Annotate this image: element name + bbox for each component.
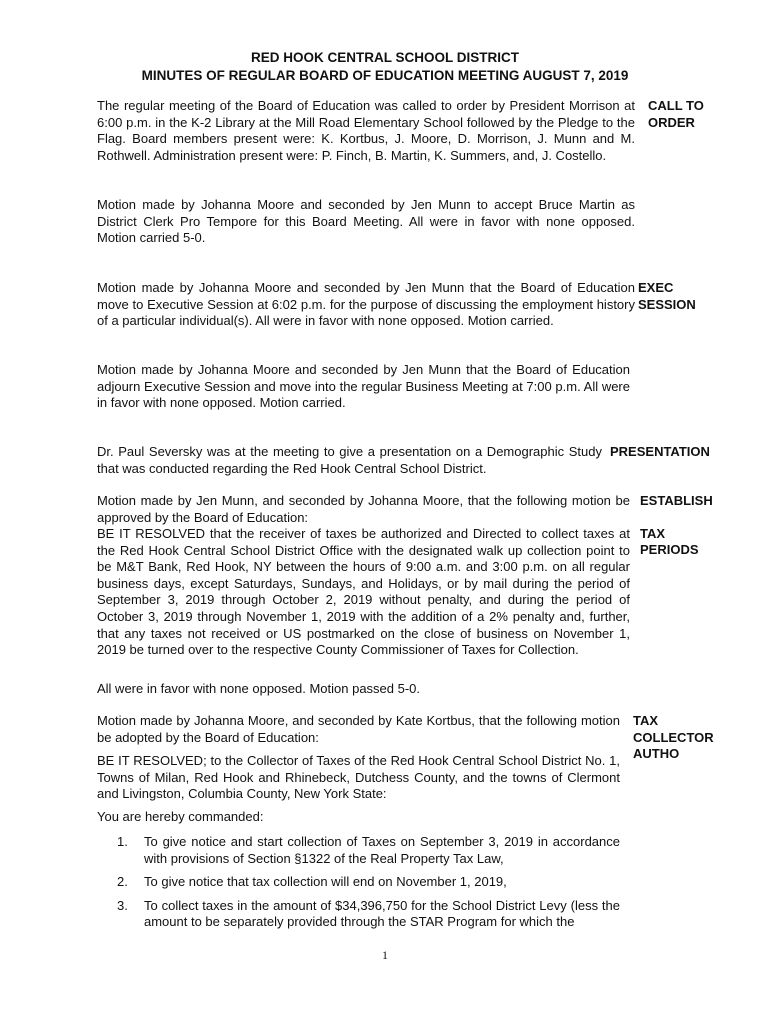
- label-line: ESTABLISH: [640, 493, 713, 508]
- list-text: To give notice and start collection of Taxes on September 3, 2019 in accordance with provisions of Section §1322 of the Real Property Tax Law,: [144, 834, 620, 866]
- call-to-order-paragraph: The regular meeting of the Board of Education was called to order by President Morrison at 6:00 p.m. in the K-2 Library at the Mill Road Elementary School followed by the Pledge to the Flag. Board members present were: K. Kortbus, J. Moore, D. Morrison, J. Munn and M. Rothwell. Administration present were: P. Finch, B. Martin, K. Summers, and, J. Costello.: [97, 98, 635, 163]
- label-line: TAX: [640, 525, 666, 541]
- label-line: CALL TO: [648, 98, 704, 113]
- clerk-motion-paragraph: Motion made by Johanna Moore and seconded by Jen Munn to accept Bruce Martin as District Clerk Pro Tempore for this Board Meeting. All were in favor with none opposed. Motion carried 5-0.: [97, 197, 635, 246]
- exec-session-label: [638, 280, 696, 313]
- label-line: ORDER: [648, 114, 695, 130]
- district-title: RED HOOK CENTRAL SCHOOL DISTRICT: [250, 50, 519, 65]
- collector-resolution-paragraph: BE IT RESOLVED; to the Collector of Taxes of the Red Hook Central School District No. 1, Towns of Milan, Red Hook and Rhinebeck, Dutchess County, and the towns of Clermont and Livingston, Columbia County, New York State:: [97, 753, 620, 802]
- list-number: 2.: [117, 874, 128, 890]
- tax-collector-autho-label: [633, 713, 714, 763]
- establish-tax-periods-label: [640, 493, 713, 559]
- adjourn-motion-paragraph: Motion made by Johanna Moore and seconded by Jen Munn that the Board of Education adjourn Executive Session and move into the regular Business Meeting at 7:00 p.m. All were in favor with none opposed. Motion carried.: [97, 362, 630, 411]
- commanded-paragraph: You are hereby commanded:: [97, 809, 264, 824]
- label-line: AUTHO: [633, 746, 680, 762]
- presentation-label: PRESENTATION: [610, 444, 710, 459]
- list-number: 3.: [117, 897, 128, 913]
- label-line: COLLECTOR: [633, 729, 714, 745]
- page-number: 1: [382, 948, 388, 962]
- label-line: SESSION: [638, 296, 696, 312]
- command-list: [117, 834, 620, 938]
- tax-periods-resolution-paragraph: BE IT RESOLVED that the receiver of taxes be authorized and Directed to collect taxes at the Red Hook Central School District Office with the designated walk up collection point to be M&T Bank, Red Hook, NY between the hours of 9:00 a.m. and 3:00 p.m. on all regular business days, except Saturdays, Sundays, and Holidays, or by mail during the period of September 3, 2019 through October 2, 2019 without penalty, and during the period of October 3, 2019 through November 1, 2019 with the addition of a 2% penalty and, further, that any taxes not received or US postmarked on the close of business on November 1, 2019 be turned over to the respective County Commissioner of Taxes for Collection.: [97, 526, 630, 658]
- collector-motion-paragraph: Motion made by Johanna Moore, and seconded by Kate Kortbus, that the following motion be adopted by the Board of Education:: [97, 713, 620, 745]
- list-item: [117, 898, 620, 931]
- label-line: EXEC: [638, 280, 674, 295]
- tax-periods-result-paragraph: All were in favor with none opposed. Motion passed 5-0.: [97, 681, 421, 696]
- list-item: [117, 874, 620, 891]
- tax-periods-motion-paragraph: Motion made by Jen Munn, and seconded by Johanna Moore, that the following motion be approved by the Board of Education:: [97, 493, 630, 525]
- label-line: TAX: [633, 713, 659, 728]
- list-number: 1.: [117, 834, 128, 849]
- list-text: To give notice that tax collection will end on November 1, 2019,: [144, 874, 507, 890]
- call-to-order-label: [648, 98, 704, 131]
- list-item: [117, 834, 620, 867]
- list-text: To collect taxes in the amount of $34,396,750 for the School District Levy (less the amount to be separately provided through the STAR Program for which the: [144, 897, 620, 930]
- minutes-title: MINUTES OF REGULAR BOARD OF EDUCATION MEETING AUGUST 7, 2019: [141, 68, 629, 83]
- exec-session-paragraph: Motion made by Johanna Moore and seconded by Jen Munn that the Board of Education move to Executive Session at 6:02 p.m. for the purpose of discussing the employment history of a particular individual(s). All were in favor with none opposed. Motion carried.: [97, 280, 635, 329]
- presentation-paragraph: Dr. Paul Seversky was at the meeting to give a presentation on a Demographic Study that was conducted regarding the Red Hook Central School District.: [97, 444, 602, 476]
- label-line: PERIODS: [640, 542, 699, 558]
